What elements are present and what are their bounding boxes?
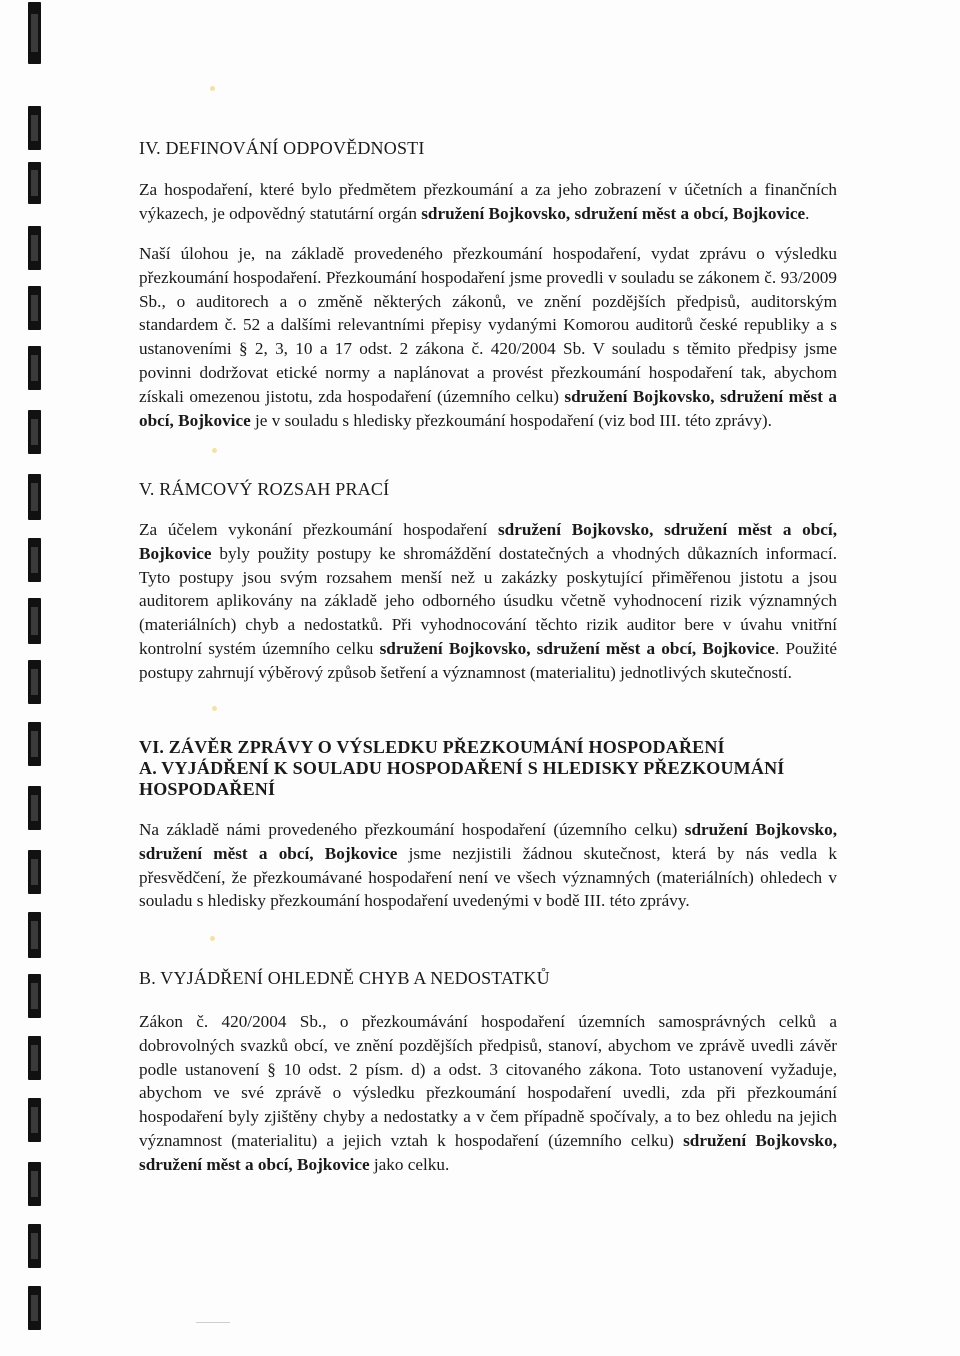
section-vi-heading: VI. ZÁVĚR ZPRÁVY O VÝSLEDKU PŘEZKOUMÁNÍ HOSPODAŘENÍ xyxy=(139,737,725,757)
binding-mark xyxy=(28,2,41,64)
binding-mark xyxy=(28,1224,41,1268)
organization-name: sdružení Bojkovsko, sdružení měst a obcí, Bojkovice xyxy=(139,386,838,430)
scan-speck xyxy=(210,936,215,941)
section-v-heading: V. RÁMCOVÝ ROZSAH PRACÍ xyxy=(139,479,390,499)
organization-name: sdružení Bojkovsko, sdružení měst a obcí, Bojkovice xyxy=(139,820,837,863)
section-iv-paragraph-2 xyxy=(139,242,837,432)
binding-mark xyxy=(28,106,41,150)
binding-mark xyxy=(28,598,41,644)
binding-marks xyxy=(28,0,44,1356)
scan-speck xyxy=(212,448,217,453)
binding-mark xyxy=(28,538,41,582)
organization-name: sdružení Bojkovsko, sdružení měst a obcí, Bojkovice xyxy=(421,203,806,223)
binding-mark xyxy=(28,410,41,454)
binding-mark xyxy=(28,1286,41,1330)
text-run: jako celku. xyxy=(369,1154,450,1174)
section-iv-heading: IV. DEFINOVÁNÍ ODPOVĚDNOSTI xyxy=(139,138,425,158)
binding-mark xyxy=(28,722,41,766)
binding-mark xyxy=(28,162,41,204)
section-vi-a-heading-cont: HOSPODAŘENÍ xyxy=(139,779,276,799)
text-run: je v souladu s hledisky přezkoumání hospodaření (viz bod III. této zprávy). xyxy=(250,410,772,430)
section-v-paragraph-1 xyxy=(139,518,837,685)
text-run: Na základě námi provedeného přezkoumání hospodaření (územního celku) xyxy=(139,820,685,839)
section-vi-a-heading: A. VYJÁDŘENÍ K SOULADU HOSPODAŘENÍ S HLEDISKY PŘEZKOUMÁNÍ xyxy=(139,758,785,778)
binding-mark xyxy=(28,226,41,270)
binding-mark xyxy=(28,346,41,390)
organization-name: sdružení Bojkovsko, sdružení měst a obcí, Bojkovice xyxy=(139,520,838,563)
section-vi-b-paragraph-1 xyxy=(139,1010,837,1177)
binding-mark xyxy=(28,974,41,1018)
text-run: Zákon č. 420/2004 Sb., o přezkoumávání hospodaření územních samosprávných celků a dobrovolných svazků obcí, ve znění pozdějších předpisů, stanoví, abychom ve zprávě uvedli závěr podle ustanovení § 10 odst. 2 písm. d) a odst. 3 citovaného zákona. Toto ustanovení vyžaduje, abychom ve své zprávě o výsledku přezkoumání hospodaření uvedli, zda při přezkoumání hospodaření byly zjištěny chyby a nedostatky a v čem případně spočívaly, a to bez ohledu na jejich významnost (materialitu) a jejich vztah k hospodaření (územního celku) xyxy=(139,1012,837,1150)
binding-mark xyxy=(28,474,41,520)
scan-speck xyxy=(212,706,217,711)
text-run: Za účelem vykonání přezkoumání hospodaření xyxy=(139,520,498,539)
text-run: Za hospodaření, které bylo předmětem přezkoumání a za jeho zobrazení v účetních a finančních výkazech, je odpovědný statutární orgán xyxy=(139,180,837,223)
text-run: byly použity postupy ke shromáždění dostatečných a vhodných důkazních informací. Tyto postupy jsou svým rozsahem menší než u zakázky poskytující přiměřenou jistotu a jsou auditorem aplikovány na základě jeho odborného úsudku včetně vyhodnocení rizik významných (materiálních) chyb a nedostatků. Při vyhodnocování těchto rizik auditor bere v úvahu vnitřní kontrolní systém územního celku xyxy=(139,543,837,658)
binding-mark xyxy=(28,850,41,894)
section-vi-b-heading: B. VYJÁDŘENÍ OHLEDNĚ CHYB A NEDOSTATKŮ xyxy=(139,968,550,988)
organization-name: sdružení Bojkovsko, sdružení měst a obcí, Bojkovice xyxy=(139,1130,837,1174)
text-run: . Použité postupy zahrnují výběrový způsob šetření a významnost (materialitu) jednotlivých skutečností. xyxy=(139,638,837,682)
binding-mark xyxy=(28,912,41,958)
binding-mark xyxy=(28,286,41,330)
binding-mark xyxy=(28,660,41,704)
binding-mark xyxy=(28,1098,41,1142)
binding-mark xyxy=(28,786,41,830)
organization-name: sdružení Bojkovsko, sdružení měst a obcí, Bojkovice xyxy=(379,638,775,658)
scan-speck xyxy=(210,86,215,91)
section-vi-a-paragraph-1 xyxy=(139,818,837,913)
text-run: . xyxy=(805,203,810,223)
footer-divider xyxy=(196,1322,230,1323)
text-run: jsme nezjistili žádnou skutečnost, která by nás vedla k přesvědčení, že přezkoumávané hospodaření není ve všech významných (materiálních) ohledech v souladu s hledisky přezkoumání hospodaření uvedenými v bodě III. této zprávy. xyxy=(139,843,837,911)
binding-mark xyxy=(28,1162,41,1206)
section-iv-paragraph-1 xyxy=(139,178,837,226)
binding-mark xyxy=(28,1036,41,1080)
text-run: Naší úlohou je, na základě provedeného přezkoumání hospodaření, vydat zprávu o výsledku přezkoumání hospodaření. Přezkoumání hospodaření jsme provedli v souladu se zákonem č. 93/2009 Sb., o auditorech a o změně některých zákonů, ve znění pozdějších předpisů, auditorským standardem č. 52 a dalšími relevantními přepisy vydanými Komorou auditorů české republiky a s ustanoveními § 2, 3, 10 a 17 odst. 2 zákona č. 420/2004 Sb. V souladu s těmito předpisy jsme povinni dodržovat etické normy a naplánovat a provést přezkoumání hospodaření tak, abychom získali omezenou jistotu, zda hospodaření (územního celku) xyxy=(139,244,837,406)
